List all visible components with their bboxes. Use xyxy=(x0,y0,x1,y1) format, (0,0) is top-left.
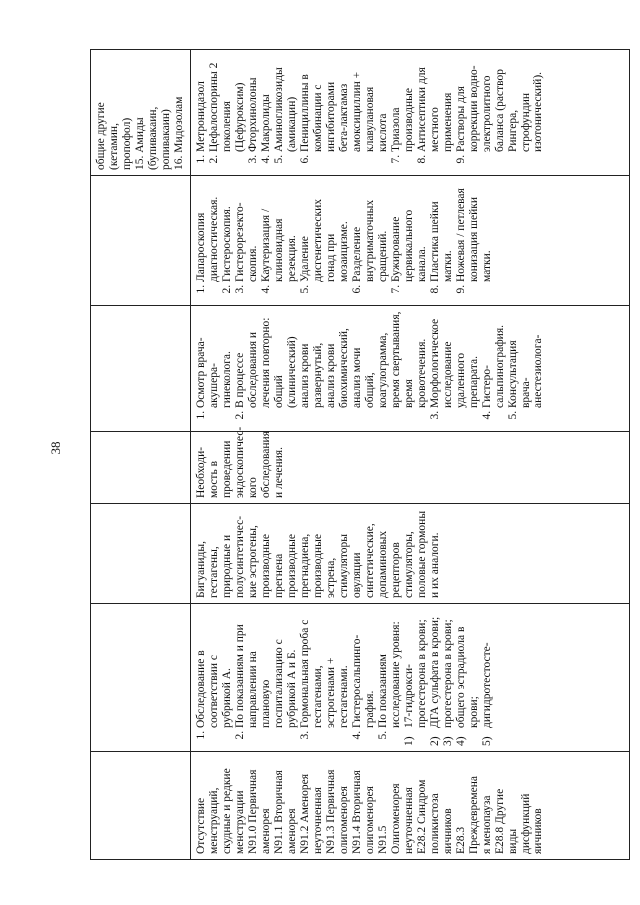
sub-list xyxy=(403,609,494,746)
cell-line: поликистоза xyxy=(428,793,441,854)
list-item: 5. Консультация врача-анестезиолога- xyxy=(507,311,546,408)
cell-line: E28.3 xyxy=(454,826,467,854)
cell-line: аменорея xyxy=(285,808,298,854)
rotated-table-container xyxy=(90,50,630,860)
cell-line: обследования xyxy=(259,431,272,498)
cell-line: N91.5 xyxy=(376,825,389,854)
list-item: 3. Гистерорезекто-скопия. xyxy=(234,181,260,282)
list-item: 2. Цефалоспорины 2 поколения (Цефуроксим) xyxy=(208,55,247,152)
table-cell xyxy=(91,306,191,432)
cell-line: 15. Амиды xyxy=(133,117,146,170)
item-text: ДГА сульфата в крови; xyxy=(428,616,441,728)
cell-line: овуляции xyxy=(350,552,363,598)
list-item: 9. Растворы для коррекции водно-электролитного баланса (раствор Рингера, строфундин изотонический). xyxy=(455,55,546,152)
list-item xyxy=(455,609,481,746)
cell-line: эндоскопичес- xyxy=(233,426,246,498)
item-text: общего эстрадиола в крови; xyxy=(454,626,480,728)
cell-line: неуточненная xyxy=(311,787,324,854)
list-item: 6. Разделение внутриматочных сращений. xyxy=(351,181,390,282)
list-item: 4. Гистеросальпинго-графия. xyxy=(351,609,377,728)
list-item: 3. Гормональная проба с гестагенами, эстрогенами + гестагенами. xyxy=(299,609,351,728)
list-item: 4. Каутеризация / клиновидная резекция. xyxy=(260,181,299,282)
list-item xyxy=(481,609,494,746)
cell-line: яичников xyxy=(441,808,454,854)
item-text: 17-гидрокси-прогестерона в крови; xyxy=(402,619,428,728)
list-item: 3. Морфологическое исследование удаленного препарата. xyxy=(429,311,481,408)
treatment-table xyxy=(90,49,630,860)
cell-line: олигоменорея xyxy=(363,786,376,854)
medications-cell xyxy=(190,50,629,176)
cell-line: синтетические, xyxy=(363,523,376,598)
cell-line: я менопауза xyxy=(480,795,493,854)
cell-line: Преждевремена xyxy=(467,776,480,854)
cell-line: стимуляторы xyxy=(337,534,350,598)
item-number: 3) xyxy=(441,736,454,746)
list-item: 8. Антисептики для местного применения xyxy=(416,55,455,152)
table-cell xyxy=(91,752,191,860)
cell-line: проведении xyxy=(220,440,233,498)
top-drugs-cell xyxy=(91,50,191,176)
list-item: 6. Пенициллины в комбинации с ингибиторами бета-лактамаз амоксициллин + клавулановая кислота xyxy=(299,55,390,152)
cell-line: Олигоменорея xyxy=(389,783,402,854)
cell-line: кие эстрогены, xyxy=(246,525,259,598)
page-number: 38 xyxy=(48,441,63,455)
cell-line: полусинтетичес- xyxy=(233,515,246,598)
cell-line: производные xyxy=(311,534,324,598)
cell-line: пропофол) xyxy=(120,117,133,170)
cell-line: менструаций, xyxy=(207,787,220,854)
cell-line: стимуляторы, xyxy=(402,531,415,598)
list-item xyxy=(429,609,442,746)
cell-line: олигоменорея xyxy=(337,786,350,854)
list-item: 2. Гистероскопия. xyxy=(221,181,234,282)
list-item: 2. По показаниям и при направлении на плановую госпитализацию с рубрикой А и Б. xyxy=(234,609,299,728)
cell-line: скудные и редкие xyxy=(220,768,233,854)
cell-line: (кетамин, xyxy=(107,123,120,170)
item-number: 4) xyxy=(454,736,467,746)
cell-line: E28.8 Другие xyxy=(493,788,506,854)
cell-line: кого xyxy=(246,477,259,498)
list-item: 3. Фторхинолоны xyxy=(247,55,260,152)
table-cell xyxy=(91,176,191,306)
cell-line: Необходи- xyxy=(194,446,207,498)
list-item xyxy=(442,609,455,746)
cell-line: N91.3 Первичная xyxy=(324,769,337,854)
cell-line: рецепторов xyxy=(389,542,402,598)
cell-line: N91.1 Вторичная xyxy=(272,770,285,854)
list-item: 4. Гистеро-сальпинография. xyxy=(481,311,507,408)
item-number: 1) xyxy=(402,736,415,746)
list-item: 2. В процессе обследования и лечения повторно: общий (клинический) анализ крови развернутый, анализ крови биохимический, анализ мочи общий, коагулограмма, время свертывания, время кровотечения. xyxy=(234,311,429,408)
list-item: 5. Аминогликозиды (амикацин) xyxy=(273,55,299,152)
list-item: 7. Бужирование цервикального канала. xyxy=(390,181,429,282)
diagnosis-cell xyxy=(190,752,629,860)
cell-line: производные xyxy=(259,534,272,598)
list-item: 4. Макролиды xyxy=(260,55,273,152)
cell-line: половые гормоны xyxy=(415,510,428,598)
list-item: 9. Ножевая / петлевая конизация шейки матки. xyxy=(455,181,494,282)
cell-line: и лечения. xyxy=(272,447,285,498)
list-item: 5. По показаниям исследование уровня: xyxy=(377,609,403,728)
cell-line: виды xyxy=(506,828,519,854)
list-item: 1. Обследование в соответствии с рубрикой А. xyxy=(195,609,234,728)
cell-line: яичников xyxy=(532,808,545,854)
list-item: 5. Удаление дисгенетических гонад при мозаицизме. xyxy=(299,181,351,282)
cell-line: менструации xyxy=(233,790,246,854)
cell-line: ропивакаин) xyxy=(159,109,172,170)
item-text: прогестерона в крови; xyxy=(441,619,454,728)
cell-line: производные xyxy=(285,534,298,598)
table-cell xyxy=(91,432,191,504)
list-item xyxy=(403,609,429,746)
cell-line: 16. Мидозолам xyxy=(172,96,185,170)
cell-line: природные и xyxy=(220,534,233,598)
cell-line: эстрена, xyxy=(324,557,337,598)
cell-line: прегнадиена, xyxy=(298,533,311,598)
table-row xyxy=(190,50,629,860)
cell-line: мость в xyxy=(207,461,220,498)
item-number: 2) xyxy=(428,736,441,746)
list-item: 7. Триазола производные xyxy=(390,55,416,152)
cell-line: (бупивакаин, xyxy=(146,106,159,170)
diagnostics-cell xyxy=(190,604,629,752)
cell-line: аменорея xyxy=(259,808,272,854)
cell-line: дисфункций xyxy=(519,793,532,854)
cell-line: допаминовых xyxy=(376,530,389,598)
cell-line: неуточненная xyxy=(402,787,415,854)
drug-groups-cell xyxy=(190,504,629,604)
table-cell xyxy=(91,604,191,752)
cell-line: Отсутствие xyxy=(194,797,207,854)
list-item: 1. Метронидазол xyxy=(195,55,208,152)
cell-line: общие другие xyxy=(95,102,107,170)
hospitalization-cell xyxy=(190,426,629,504)
inpatient-diagnostics-cell xyxy=(190,306,629,432)
list-item: 8. Пластика шейки матки. xyxy=(429,181,455,282)
item-text: дигидротестосте- xyxy=(480,642,493,728)
cell-line: Бигуаниды, xyxy=(194,541,207,598)
cell-line: N91.0 Первичная xyxy=(246,769,259,854)
cell-line: E28.2 Синдром xyxy=(415,779,428,854)
cell-line: прегнена xyxy=(272,553,285,598)
list-item: 1. Осмотр врача-акушера-гинеколога. xyxy=(195,311,234,408)
surgery-cell xyxy=(190,176,629,306)
list-item: 1. Лапароскопия диагностическая. xyxy=(195,181,221,282)
table-row xyxy=(91,50,191,860)
cell-line: и их аналоги. xyxy=(428,532,441,598)
item-number: 5) xyxy=(480,736,493,746)
cell-line: гестагены, xyxy=(207,546,220,598)
cell-line: N91.4 Вторичная xyxy=(350,770,363,854)
table-cell xyxy=(91,504,191,604)
cell-line: N91.2 Аменорея xyxy=(298,773,311,854)
